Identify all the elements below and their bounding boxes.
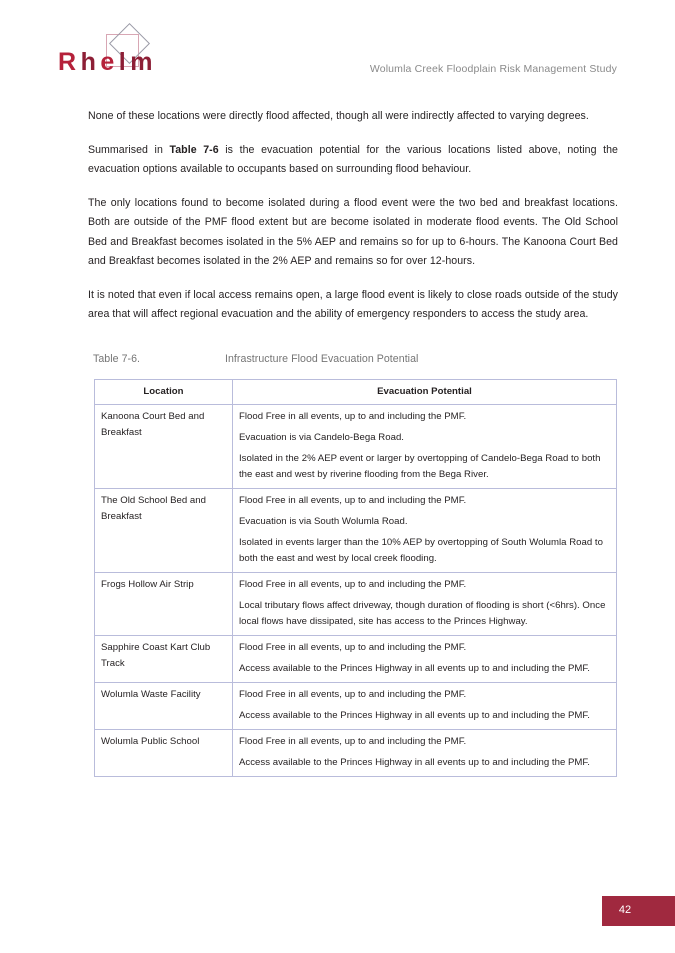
cell-line: Isolated in events larger than the 10% AEP by overtopping of South Wolumla Road to both the east and west by local creek flooding. <box>239 537 603 564</box>
rhelm-logo <box>58 28 188 86</box>
cell-line: Evacuation is via Candelo-Bega Road. <box>239 432 404 443</box>
table-row <box>95 730 617 777</box>
logo-wordmark <box>58 50 157 75</box>
cell-evacuation <box>233 489 617 573</box>
paragraph-3: The only locations found to become isolated during a flood event were the two bed and breakfast locations. Both are outside of the PMF flood extent but are become isolated in moderate flood events. The Old School Bed and Breakfast becomes isolated in the 5% AEP and remains so for up to 6-hours. The Kanoona Court Bed and Breakfast becomes isolated in the 2% AEP and remains so for over 12-hours. <box>88 196 618 267</box>
table-caption <box>93 353 617 365</box>
table-row <box>95 636 617 683</box>
cell-evacuation <box>233 730 617 777</box>
cell-line: Flood Free in all events, up to and including the PMF. <box>239 642 467 653</box>
table-row <box>95 489 617 573</box>
page-number: 42 <box>618 904 632 916</box>
cell-line: Flood Free in all events, up to and including the PMF. <box>239 689 467 700</box>
cell-line: Access available to the Princes Highway in all events up to and including the PMF. <box>239 757 590 768</box>
cell-line: Flood Free in all events, up to and including the PMF. <box>239 579 467 590</box>
paragraph-4: It is noted that even if local access remains open, a large flood event is likely to close roads outside of the study area that will affect regional evacuation and the ability of emergency responders to access the study area. <box>88 288 618 320</box>
table-reference-7-6: Table 7-6 <box>169 143 219 156</box>
paragraph-2-lead: Summarised in <box>88 143 170 156</box>
cell-location: Kanoona Court Bed and Breakfast <box>95 405 233 489</box>
cell-location: Frogs Hollow Air Strip <box>95 573 233 636</box>
cell-evacuation <box>233 636 617 683</box>
cell-line: Access available to the Princes Highway in all events up to and including the PMF. <box>239 710 590 721</box>
cell-evacuation <box>233 405 617 489</box>
paragraph-2 <box>88 141 618 180</box>
cell-evacuation <box>233 683 617 730</box>
logo-letter-l: l <box>118 48 131 76</box>
cell-location: Wolumla Waste Facility <box>95 683 233 730</box>
table-header-location: Location <box>95 380 233 405</box>
cell-line: Flood Free in all events, up to and including the PMF. <box>239 736 467 747</box>
paragraph-2-tail: is the evacuation potential for the various locations listed above, noting the evacuation options available to occupants based on surrounding flood behaviour. <box>88 143 618 175</box>
cell-location: Sapphire Coast Kart Club Track <box>95 636 233 683</box>
logo-letter-m: m <box>130 48 157 76</box>
logo-letter-h: h <box>80 48 101 76</box>
cell-line: Flood Free in all events, up to and including the PMF. <box>239 495 467 506</box>
cell-line: Local tributary flows affect driveway, though duration of flooding is short (<6hrs). Once local flows have dissipated, site has access to the Princes Highway. <box>239 600 606 627</box>
paragraph-1: None of these locations were directly flood affected, though all were indirectly affected to varying degrees. <box>88 110 589 122</box>
table-caption-number: Table 7-6. <box>93 353 141 365</box>
cell-line: Flood Free in all events, up to and including the PMF. <box>239 411 467 422</box>
cell-location: Wolumla Public School <box>95 730 233 777</box>
cell-line: Evacuation is via South Wolumla Road. <box>239 516 408 527</box>
table-caption-title: Infrastructure Flood Evacuation Potential <box>225 353 419 365</box>
logo-letter-e: e <box>100 48 119 76</box>
table-body <box>95 405 617 777</box>
cell-evacuation <box>233 573 617 636</box>
evacuation-potential-table <box>94 379 617 777</box>
table-head <box>95 380 617 405</box>
page-header <box>0 0 675 100</box>
page-number-box <box>602 896 675 926</box>
table-row <box>95 405 617 489</box>
logo-letter-r: R <box>58 48 81 76</box>
document-header-title: Wolumla Creek Floodplain Risk Management Study <box>369 63 617 75</box>
cell-location: The Old School Bed and Breakfast <box>95 489 233 573</box>
table-header-row <box>95 380 617 405</box>
cell-line: Access available to the Princes Highway in all events up to and including the PMF. <box>239 663 590 674</box>
cell-line: Isolated in the 2% AEP event or larger by overtopping of Candelo-Bega Road to both the east and west by riverine flooding from the Bega River. <box>239 453 601 480</box>
table-row <box>95 573 617 636</box>
table-row <box>95 683 617 730</box>
document-body <box>88 107 618 325</box>
table-header-evacuation-potential: Evacuation Potential <box>233 380 617 405</box>
